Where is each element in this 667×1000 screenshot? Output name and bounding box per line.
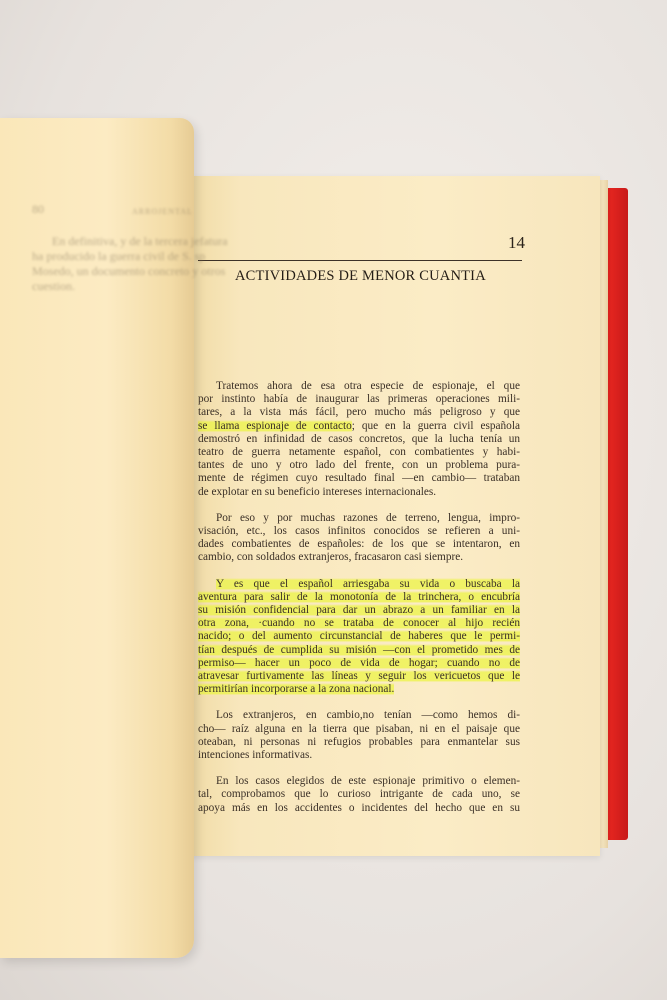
text-line: ha producido la guerra civil de S. sp: [32, 249, 206, 263]
highlight-mark: permitirían incorporarse a la zona nacional.: [198, 683, 395, 696]
paragraph-3-highlighted: [198, 578, 520, 697]
highlighted-line: [198, 644, 520, 657]
text-line: por instinto había de inaugurar las primeras operaciones mili-: [198, 393, 520, 406]
text-line: oteaban, ni personas ni refugios probables para enmantelar sus: [198, 735, 520, 748]
paragraph-gap: [198, 565, 520, 578]
highlight-mark: su misión confidencial para dar un abrazo a un familiar en la: [198, 604, 520, 617]
text-line-with-highlight: [198, 420, 520, 433]
chapter-rule: [198, 260, 522, 261]
text-line: visación, etc., los casos infinitos conocidos se refieren a uni-: [198, 525, 520, 538]
paragraph-4: [198, 709, 520, 762]
chapter-number: 14: [508, 233, 525, 252]
text-line: tares, a la vista más fácil, pero mucho más peligroso y que: [198, 406, 520, 419]
highlighted-line: [198, 591, 520, 604]
highlighted-phrase: se llama espionaje de contacto: [198, 419, 352, 432]
text-line: En los casos elegidos de este espionaje primitivo o elemen-: [216, 775, 520, 788]
text-line: tal, comprobamos que lo curioso intrigante de cada uno, se: [198, 788, 520, 801]
highlight-mark: nacido; o del aumento circunstancial de haberes que le permi-: [198, 630, 520, 643]
text-line: Mosedo, un documento concreto y otros: [32, 264, 226, 278]
chapter-title: ACTIVIDADES DE MENOR CUANTIA: [235, 268, 486, 284]
left-running-head: ARROJENTAL: [132, 207, 193, 216]
paragraph-gap: [198, 696, 520, 709]
highlighted-line: [198, 683, 520, 696]
text-line: Tratemos ahora de esa otra especie de espionaje, el que: [216, 380, 520, 392]
text-line: cambio, con soldados extranjeros, fracasaron casi siempre.: [198, 551, 464, 564]
highlight-mark: otra zona, ·cuando no se trataba de conocer al hijo recién: [198, 617, 520, 630]
highlighted-line: [198, 670, 520, 683]
highlighted-line: [198, 657, 520, 670]
paragraph-1: [198, 380, 520, 499]
highlight-mark: Y es que el español arriesgaba su vida o buscaba la: [216, 577, 520, 590]
paragraph-2: [198, 512, 520, 565]
text-line: cuestion.: [32, 279, 75, 293]
text-line: demostró en infinidad de casos concretos, que la lucha tenía un: [198, 432, 520, 445]
text-fragment: ; que en la guerra civil española: [351, 419, 520, 432]
left-page-number: 80: [32, 202, 44, 216]
chapter-body: [198, 380, 520, 815]
text-line: intenciones informativas.: [198, 749, 313, 762]
paragraph-5: [198, 775, 520, 815]
text-line: teatro de guerra netamente español, con combatientes y habi-: [198, 446, 520, 459]
highlight-mark: atravesar furtivamente las líneas y seguir los vericuetos que le: [198, 670, 520, 683]
text-line: En definitiva, y de la tercera jefatura: [52, 234, 228, 248]
highlight-mark: tían después de cumplida su misión —con el prometido mes de: [198, 643, 520, 656]
highlighted-line: [198, 578, 520, 591]
left-page: [0, 118, 228, 958]
paragraph-gap: [198, 499, 520, 512]
text-line: mente de régimen cuyo resultado final —en cambio— trataban: [198, 472, 520, 485]
highlighted-line: [198, 630, 520, 643]
highlight-mark: permiso— hacer un poco de vida de hogar; cuando no de: [198, 656, 520, 669]
text-line: de explotar en su beneficio intereses internacionales.: [198, 485, 437, 498]
text-line: apoya más en los accidentes o incidentes del hecho que en su: [198, 801, 520, 814]
left-page-text: [32, 234, 228, 294]
text-line: tantes de uno y otro lado del frente, con un problema pura-: [198, 459, 520, 472]
text-line: Los extranjeros, en cambio,no tenían —como hemos di-: [216, 709, 520, 722]
text-line: dades combatientes de españoles: de los que se intentaron, en: [198, 538, 520, 551]
text-line: cho— raíz alguna en la tierra que pisaban, ni en el paisaje que: [198, 722, 520, 735]
highlighted-line: [198, 617, 520, 630]
paragraph-gap: [198, 762, 520, 775]
highlighted-line: [198, 604, 520, 617]
text-line: Por eso y por muchas razones de terreno, lengua, impro-: [216, 511, 520, 524]
highlight-mark: aventura para salir de la monotonía de la trinchera, o encubría: [198, 590, 520, 603]
